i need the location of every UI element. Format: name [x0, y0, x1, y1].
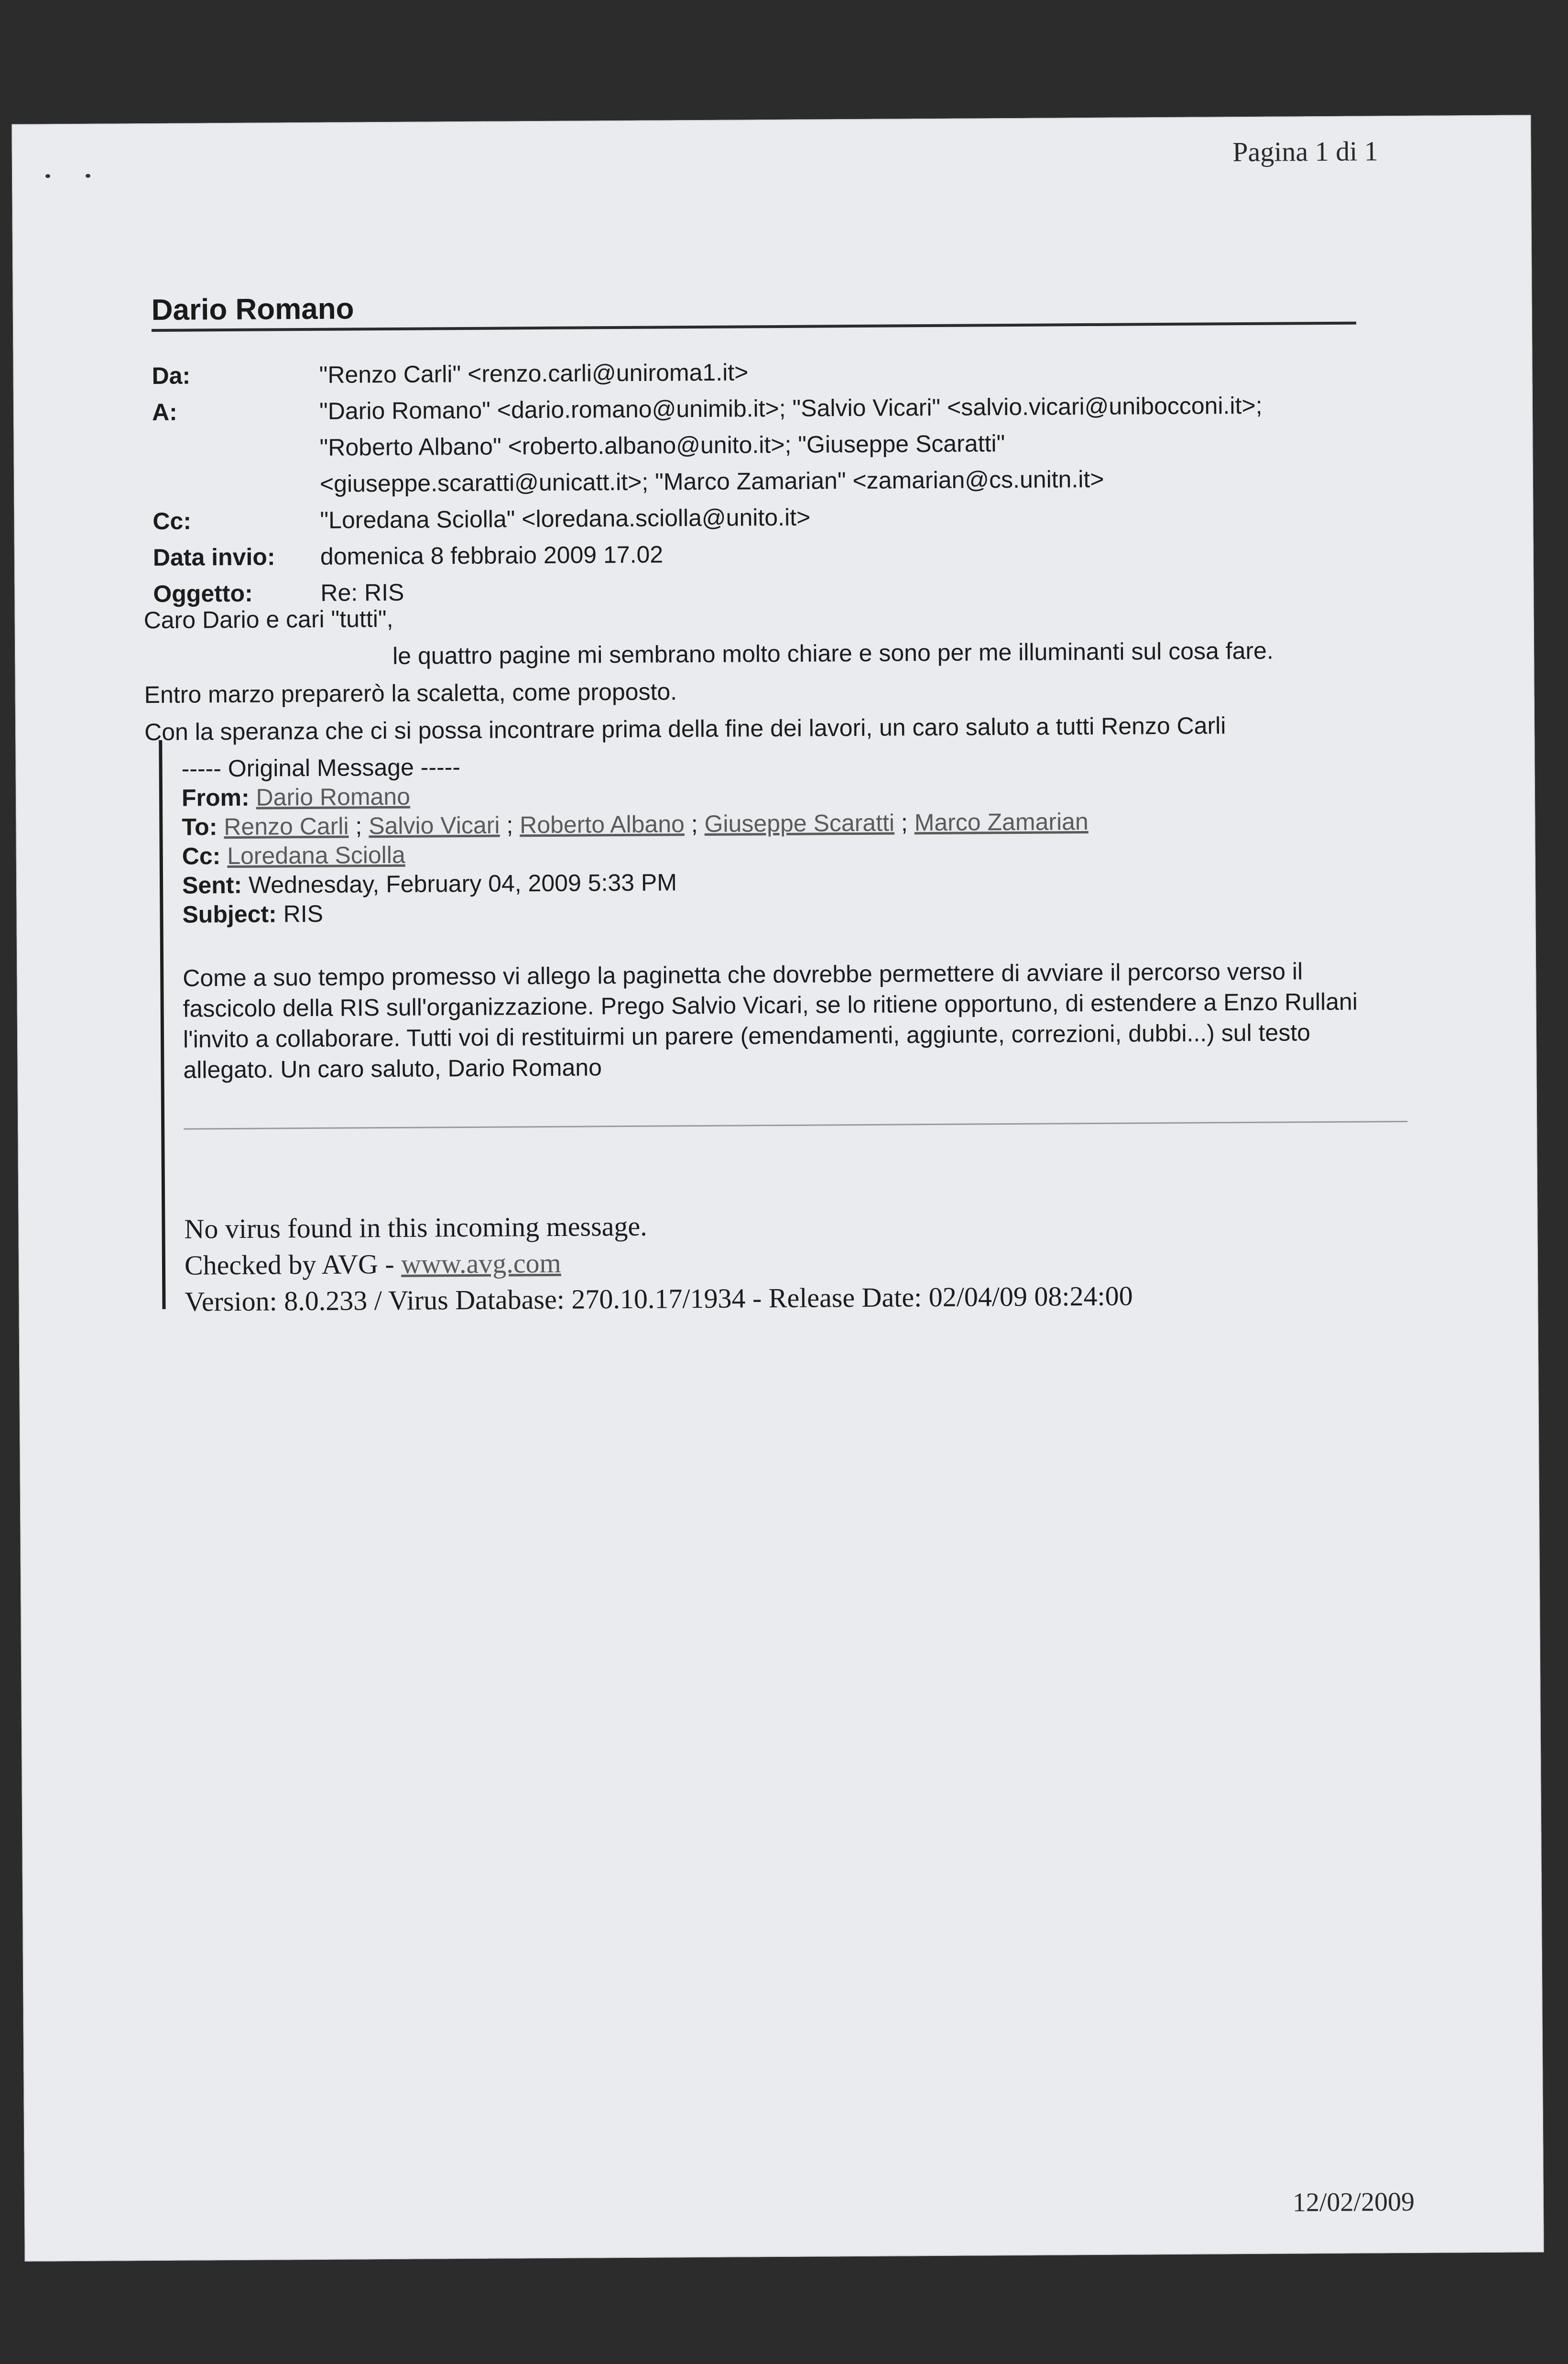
to-link-giuseppe-scaratti[interactable]: Giuseppe Scaratti: [704, 809, 895, 837]
quoted-original-message: [159, 733, 1405, 1317]
message-divider: [184, 1121, 1407, 1130]
body-line-1: Caro Dario e cari "tutti",: [143, 605, 393, 634]
to-link-salvio-vicari[interactable]: Salvio Vicari: [369, 811, 500, 840]
spacer: [152, 466, 320, 503]
body-line-3: Entro marzo preparerò la scaletta, come proposto.: [144, 678, 677, 709]
cc-link-loredana-sciolla[interactable]: Loredana Sciolla: [227, 841, 405, 870]
reply-body: [143, 594, 1387, 751]
data-invio-label: Data invio:: [152, 543, 275, 571]
avg-line-3: Version: 8.0.233 / Virus Database: 270.10.17/1934 - Release Date: 02/04/09 08:24:00: [185, 1280, 1133, 1317]
original-message-text: Come a suo tempo promesso vi allego la paginetta che dovrebbe permettere di avviare il percorso verso il fascicolo della RIS sull'organizzazione. Prego Salvio Vicari, se lo ritiene opportuno, di estendere a Enzo Rullani l'invito a collaborare. Tutti voi di restituirmi un parere (emendamenti, aggiunte, correzioni, dubbi...) sul testo allegato. Un caro saluto, Dario Romano: [183, 958, 1358, 1084]
from-link[interactable]: Dario Romano: [256, 783, 411, 811]
data-invio-value: domenica 8 febbraio 2009 17.02: [320, 541, 664, 570]
cc-label: Cc:: [152, 507, 192, 535]
spacer: [152, 429, 319, 467]
to-link-roberto-albano[interactable]: Roberto Albano: [519, 810, 685, 839]
speck-mark: [86, 174, 90, 178]
to-link-marco-zamarian[interactable]: Marco Zamarian: [914, 808, 1089, 836]
from-label: From:: [181, 784, 250, 811]
oggetto-value: Re: RIS: [320, 579, 404, 606]
speck-mark: [45, 174, 50, 178]
footer-date: 12/02/2009: [1292, 2187, 1415, 2218]
to-link-renzo-carli[interactable]: Renzo Carli: [224, 812, 349, 841]
cc-label-original: Cc:: [182, 843, 221, 870]
sender-heading: Dario Romano: [151, 292, 354, 327]
a-value-line-1: "Dario Romano" <dario.romano@unimib.it>; "Salvio Vicari" <salvio.vicari@unibocconi.it>;: [319, 392, 1263, 425]
avg-notice: [184, 1204, 1405, 1320]
a-label: A:: [152, 398, 177, 426]
printed-sheet: [11, 115, 1544, 2261]
sent-value: Wednesday, February 04, 2009 5:33 PM: [248, 869, 677, 898]
avg-checked-text: Checked by AVG -: [184, 1248, 402, 1281]
to-label: To:: [182, 813, 218, 841]
original-headers: [181, 733, 1403, 930]
cc-value: "Loredana Sciolla" <loredana.sciolla@unito.it>: [320, 503, 811, 534]
a-value-line-2: "Roberto Albano" <roberto.albano@unito.it>; "Giuseppe Scaratti": [319, 430, 1005, 461]
sent-label: Sent:: [182, 871, 242, 899]
page-number: Pagina 1 di 1: [1232, 135, 1378, 168]
da-label: Da:: [152, 362, 191, 389]
separator: ;: [901, 809, 908, 836]
paper-specks: [45, 171, 124, 180]
avg-line-1: No virus found in this incoming message.: [184, 1210, 647, 1245]
separator: ;: [506, 811, 513, 839]
original-marker: ----- Original Message -----: [181, 754, 461, 782]
separator: ;: [355, 812, 362, 840]
a-value-line-3: <giuseppe.scaratti@unicatt.it>; "Marco Zamarian" <zamarian@cs.unitn.it>: [319, 465, 1104, 497]
separator: ;: [691, 810, 698, 838]
da-value: "Renzo Carli" <renzo.carli@uniroma1.it>: [319, 359, 749, 388]
subject-label: Subject:: [182, 900, 277, 928]
subject-value: RIS: [283, 900, 324, 928]
email-headers: [152, 350, 1358, 612]
avg-link[interactable]: www.avg.com: [401, 1247, 561, 1280]
oggetto-label: Oggetto:: [153, 580, 253, 607]
body-line-4: Con la speranza che ci si possa incontrare prima della fine dei lavori, un caro saluto a tutti Renzo Carli: [144, 712, 1226, 746]
body-line-2: le quattro pagine mi sembrano molto chiare e sono per me illuminanti sul cosa fare.: [392, 637, 1274, 669]
